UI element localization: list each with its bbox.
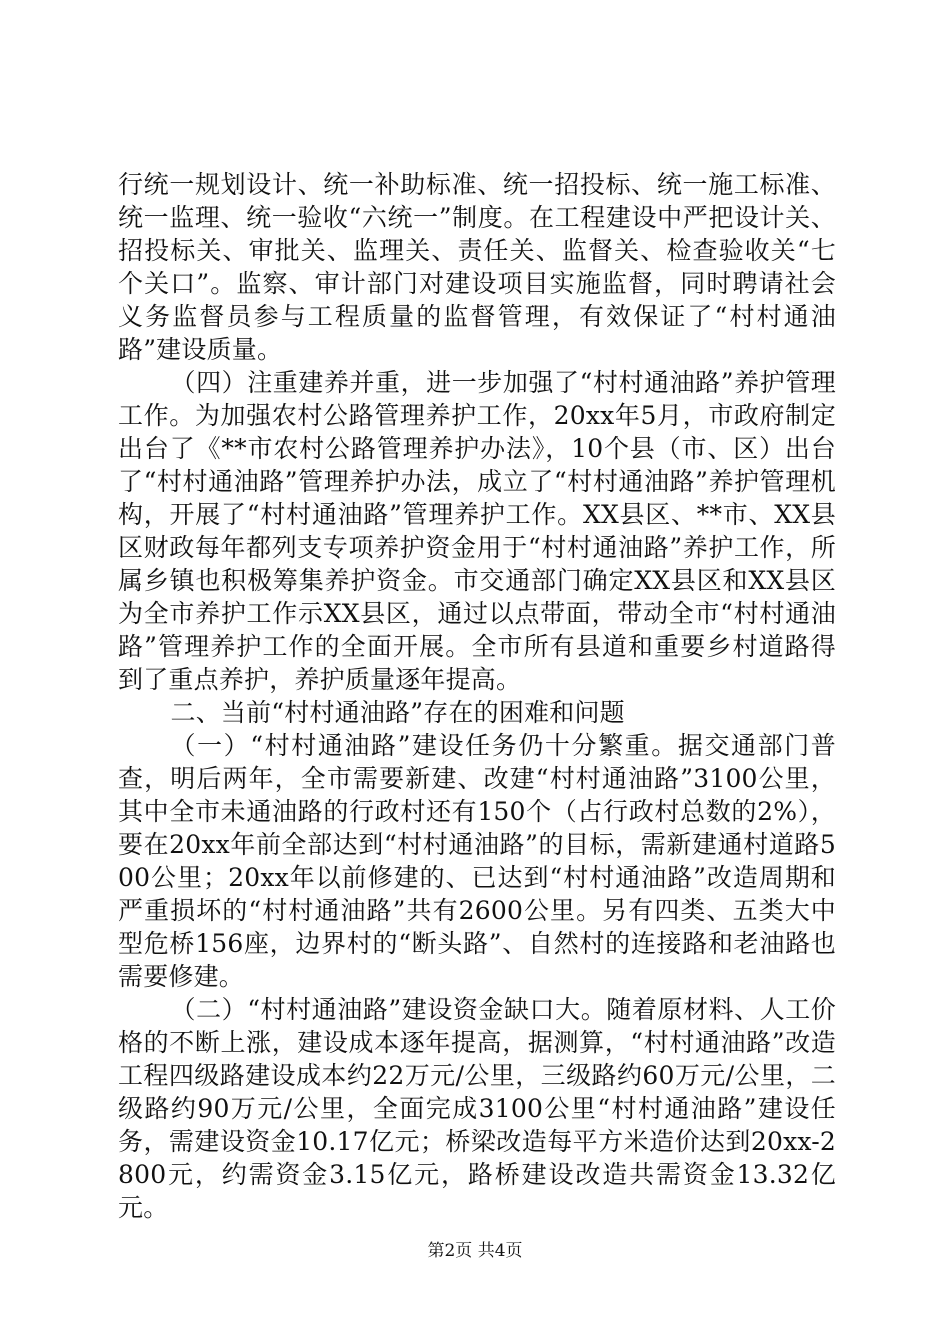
paragraph-item-one: （一）“村村通油路”建设任务仍十分繁重。据交通部门普查，明后两年，全市需要新建、改建“村村通油路”3100公里，其中全市未通油路的行政村还有150个（占行政村总数的2%），要在20xx年前全部达到“村村通油路”的目标，需新建通村道路500公里；20xx年以前修建的、已达到“村村通油路”改造周期和严重损坏的“村村通油路”共有2600公里。另有四类、五类大中型危桥156座，边界村的“断头路”、自然村的连接路和老油路也需要修建。 <box>118 731 836 991</box>
document-body <box>118 168 836 1224</box>
page-number-footer: 第2页 共4页 <box>427 1241 523 1261</box>
section-heading-difficulties: 二、当前“村村通油路”存在的困难和问题 <box>170 698 625 727</box>
paragraph-section-four: （四）注重建养并重，进一步加强了“村村通油路”养护管理工作。为加强农村公路管理养护工作，20xx年5月，市政府制定出台了《**市农村公路管理养护办法》，10个县（市、区）出台了“村村通油路”管理养护办法，成立了“村村通油路”养护管理机构，开展了“村村通油路”管理养护工作。XX县区、**市、XX县区财政每年都列支专项养护资金用于“村村通油路”养护工作，所属乡镇也积极筹集养护资金。市交通部门确定XX县区和XX县区为全市养护工作示XX县区，通过以点带面，带动全市“村村通油路”管理养护工作的全面开展。全市所有县道和重要乡村道路得到了重点养护，养护质量逐年提高。 <box>118 368 836 694</box>
paragraph-item-two: （二）“村村通油路”建设资金缺口大。随着原材料、人工价格的不断上涨，建设成本逐年提高，据测算，“村村通油路”改造工程四级路建设成本约22万元/公里，三级路约60万元/公里，二级路约90万元/公里，全面完成3100公里“村村通油路”建设任务，需建设资金10.17亿元；桥梁改造每平方米造价达到20xx-2800元，约需资金3.15亿元，路桥建设改造共需资金13.32亿元。 <box>118 995 836 1222</box>
paragraph-continuation: 行统一规划设计、统一补助标准、统一招投标、统一施工标准、统一监理、统一验收“六统一”制度。在工程建设中严把设计关、招投标关、审批关、监理关、责任关、监督关、检查验收关“七个关口”。监察、审计部门对建设项目实施监督，同时聘请社会义务监督员参与工程质量的监督管理，有效保证了“村村通油路”建设质量。 <box>118 170 836 364</box>
